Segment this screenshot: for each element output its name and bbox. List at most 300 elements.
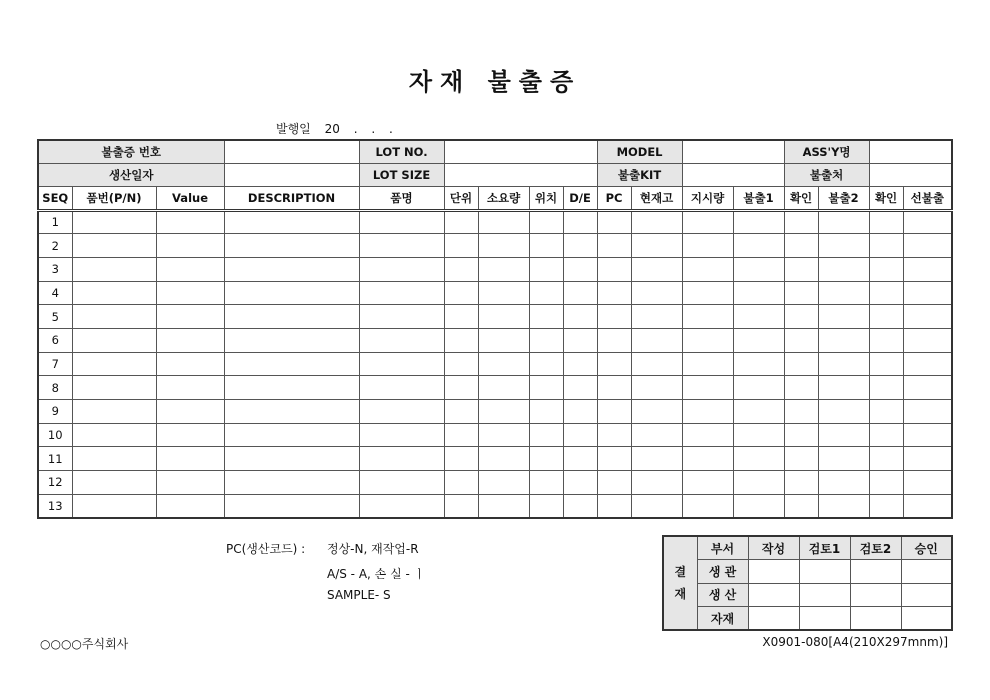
table-cell[interactable]	[869, 447, 903, 471]
table-cell[interactable]	[529, 281, 563, 305]
row-seq: 8	[38, 376, 72, 400]
table-cell[interactable]	[903, 376, 952, 400]
row-seq: 3	[38, 257, 72, 281]
table-cell[interactable]	[903, 281, 952, 305]
table-cell[interactable]	[72, 447, 156, 471]
table-cell[interactable]	[444, 305, 478, 329]
table-cell[interactable]	[444, 447, 478, 471]
table-cell[interactable]	[563, 234, 597, 258]
table-cell[interactable]	[224, 210, 359, 234]
table-cell[interactable]	[682, 281, 733, 305]
table-cell[interactable]	[529, 423, 563, 447]
table-cell[interactable]	[869, 494, 903, 518]
table-cell[interactable]	[597, 234, 631, 258]
table-row	[38, 352, 952, 376]
table-cell[interactable]	[478, 376, 529, 400]
table-cell[interactable]	[72, 376, 156, 400]
row-seq: 9	[38, 400, 72, 424]
table-cell[interactable]	[818, 257, 869, 281]
table-cell[interactable]	[563, 494, 597, 518]
signature-cell[interactable]	[799, 583, 850, 607]
table-cell[interactable]	[784, 471, 818, 495]
table-cell[interactable]	[478, 305, 529, 329]
table-cell[interactable]	[733, 257, 784, 281]
table-cell[interactable]	[903, 352, 952, 376]
issue-date-label: 발행일	[276, 122, 311, 136]
table-cell[interactable]	[156, 494, 224, 518]
table-cell[interactable]	[597, 423, 631, 447]
table-cell[interactable]	[869, 471, 903, 495]
table-cell[interactable]	[733, 210, 784, 234]
column-header: DESCRIPTION	[224, 186, 359, 210]
table-cell[interactable]	[224, 352, 359, 376]
table-cell[interactable]	[478, 423, 529, 447]
table-cell[interactable]	[733, 281, 784, 305]
table-cell[interactable]	[733, 234, 784, 258]
lot-size-value[interactable]	[444, 163, 597, 186]
table-cell[interactable]	[903, 257, 952, 281]
table-cell[interactable]	[869, 281, 903, 305]
row-seq: 5	[38, 305, 72, 329]
table-cell[interactable]	[784, 423, 818, 447]
table-cell[interactable]	[563, 400, 597, 424]
table-cell[interactable]	[359, 210, 444, 234]
table-cell[interactable]	[682, 328, 733, 352]
signature-cell[interactable]	[748, 583, 799, 607]
table-cell[interactable]	[597, 328, 631, 352]
table-cell[interactable]	[631, 423, 682, 447]
table-cell[interactable]	[529, 352, 563, 376]
table-cell[interactable]	[597, 376, 631, 400]
table-cell[interactable]	[359, 234, 444, 258]
table-cell[interactable]	[818, 305, 869, 329]
approval-header: 승인	[901, 536, 952, 560]
table-cell[interactable]	[359, 447, 444, 471]
table-cell[interactable]	[563, 423, 597, 447]
table-cell[interactable]	[818, 234, 869, 258]
table-cell[interactable]	[631, 281, 682, 305]
table-cell[interactable]	[784, 234, 818, 258]
pc-code-line: A/S - A, 손 실 - ㅣ	[327, 567, 426, 581]
table-cell[interactable]	[818, 423, 869, 447]
column-header: 품명	[359, 186, 444, 210]
table-cell[interactable]	[682, 400, 733, 424]
table-cell[interactable]	[597, 305, 631, 329]
table-cell[interactable]	[359, 400, 444, 424]
table-cell[interactable]	[478, 234, 529, 258]
table-cell[interactable]	[444, 352, 478, 376]
table-cell[interactable]	[682, 352, 733, 376]
table-row	[38, 281, 952, 305]
table-cell[interactable]	[224, 328, 359, 352]
table-row	[38, 376, 952, 400]
column-header: 현재고	[631, 186, 682, 210]
table-cell[interactable]	[818, 352, 869, 376]
issue-date-dot: .	[353, 122, 358, 136]
table-cell[interactable]	[224, 305, 359, 329]
table-cell[interactable]	[444, 257, 478, 281]
table-cell[interactable]	[869, 352, 903, 376]
signature-cell[interactable]	[901, 583, 952, 607]
table-cell[interactable]	[359, 423, 444, 447]
approval-side-char: 결	[674, 565, 687, 579]
table-cell[interactable]	[156, 281, 224, 305]
table-cell[interactable]	[818, 210, 869, 234]
table-cell[interactable]	[903, 494, 952, 518]
table-cell[interactable]	[903, 305, 952, 329]
table-cell[interactable]	[784, 257, 818, 281]
table-cell[interactable]	[818, 376, 869, 400]
pc-code-label: PC(생산코드) :	[226, 542, 306, 556]
table-cell[interactable]	[224, 423, 359, 447]
table-cell[interactable]	[784, 352, 818, 376]
table-cell[interactable]	[869, 400, 903, 424]
signature-cell[interactable]	[799, 607, 850, 631]
row-seq: 7	[38, 352, 72, 376]
table-cell[interactable]	[156, 352, 224, 376]
table-cell[interactable]	[156, 400, 224, 424]
approval-dept: 생 관	[697, 560, 748, 584]
signature-cell[interactable]	[850, 607, 901, 631]
assy-name-label: ASS'Y명	[784, 140, 869, 163]
table-cell[interactable]	[156, 234, 224, 258]
approval-row	[663, 607, 952, 631]
table-cell[interactable]	[784, 447, 818, 471]
table-cell[interactable]	[818, 471, 869, 495]
table-cell[interactable]	[784, 376, 818, 400]
signature-cell[interactable]	[901, 560, 952, 584]
approval-header: 작성	[748, 536, 799, 560]
table-cell[interactable]	[597, 447, 631, 471]
table-cell[interactable]	[478, 257, 529, 281]
row-seq: 10	[38, 423, 72, 447]
header-row-2	[38, 163, 952, 186]
table-cell[interactable]	[359, 257, 444, 281]
table-cell[interactable]	[733, 471, 784, 495]
table-row	[38, 423, 952, 447]
assy-name-value[interactable]	[869, 140, 952, 163]
table-cell[interactable]	[224, 376, 359, 400]
issue-date-dot: .	[389, 122, 393, 136]
table-cell[interactable]	[444, 423, 478, 447]
table-cell[interactable]	[903, 447, 952, 471]
table-cell[interactable]	[631, 447, 682, 471]
table-cell[interactable]	[156, 471, 224, 495]
table-cell[interactable]	[903, 471, 952, 495]
table-cell[interactable]	[563, 305, 597, 329]
table-cell[interactable]	[563, 471, 597, 495]
table-cell[interactable]	[72, 328, 156, 352]
document-title: 자재 불출증	[408, 68, 582, 96]
table-cell[interactable]	[818, 328, 869, 352]
table-cell[interactable]	[156, 376, 224, 400]
approval-header: 검토2	[850, 536, 901, 560]
table-cell[interactable]	[631, 305, 682, 329]
table-cell[interactable]	[903, 210, 952, 234]
table-cell[interactable]	[563, 328, 597, 352]
table-cell[interactable]	[818, 494, 869, 518]
table-cell[interactable]	[72, 234, 156, 258]
table-cell[interactable]	[478, 447, 529, 471]
column-header: Value	[156, 186, 224, 210]
table-cell[interactable]	[156, 210, 224, 234]
data-rows	[38, 210, 952, 518]
issue-date-dot: .	[371, 122, 376, 136]
issue-destination-label: 불출처	[784, 163, 869, 186]
table-cell[interactable]	[869, 234, 903, 258]
lot-size-label: LOT SIZE	[359, 163, 444, 186]
table-cell[interactable]	[478, 400, 529, 424]
table-cell[interactable]	[631, 234, 682, 258]
column-header: 선불출	[903, 186, 952, 210]
table-cell[interactable]	[869, 376, 903, 400]
table-cell[interactable]	[631, 400, 682, 424]
production-date-label: 생산일자	[38, 163, 224, 186]
signature-cell[interactable]	[901, 607, 952, 631]
issue-kit-label: 불출KIT	[597, 163, 682, 186]
table-cell[interactable]	[529, 494, 563, 518]
column-header: 단위	[444, 186, 478, 210]
table-cell[interactable]	[563, 210, 597, 234]
table-cell[interactable]	[529, 257, 563, 281]
table-cell[interactable]	[529, 376, 563, 400]
table-cell[interactable]	[784, 281, 818, 305]
column-header: 소요량	[478, 186, 529, 210]
table-cell[interactable]	[563, 447, 597, 471]
table-cell[interactable]	[597, 352, 631, 376]
table-cell[interactable]	[631, 376, 682, 400]
approval-row	[663, 583, 952, 607]
table-cell[interactable]	[682, 376, 733, 400]
table-cell[interactable]	[682, 423, 733, 447]
table-cell[interactable]	[784, 494, 818, 518]
table-cell[interactable]	[682, 447, 733, 471]
table-cell[interactable]	[869, 257, 903, 281]
table-cell[interactable]	[359, 352, 444, 376]
table-cell[interactable]	[682, 257, 733, 281]
table-cell[interactable]	[597, 281, 631, 305]
table-cell[interactable]	[224, 400, 359, 424]
column-header: 불출1	[733, 186, 784, 210]
table-cell[interactable]	[72, 305, 156, 329]
table-cell[interactable]	[444, 494, 478, 518]
production-date-value[interactable]	[224, 163, 359, 186]
table-cell[interactable]	[529, 328, 563, 352]
signature-cell[interactable]	[850, 560, 901, 584]
table-row	[38, 328, 952, 352]
table-cell[interactable]	[903, 423, 952, 447]
table-cell[interactable]	[869, 423, 903, 447]
table-cell[interactable]	[597, 400, 631, 424]
table-cell[interactable]	[818, 281, 869, 305]
pc-code-line: SAMPLE- S	[327, 588, 391, 602]
approval-dept: 생 산	[697, 583, 748, 607]
table-cell[interactable]	[359, 376, 444, 400]
approval-side-char: 재	[674, 587, 687, 601]
table-cell[interactable]	[903, 234, 952, 258]
row-seq: 6	[38, 328, 72, 352]
table-cell[interactable]	[224, 494, 359, 518]
signature-cell[interactable]	[850, 583, 901, 607]
signature-cell[interactable]	[748, 607, 799, 631]
table-cell[interactable]	[682, 234, 733, 258]
table-cell[interactable]	[784, 305, 818, 329]
table-cell[interactable]	[682, 305, 733, 329]
approval-side-label	[663, 536, 697, 630]
table-row	[38, 471, 952, 495]
table-cell[interactable]	[631, 494, 682, 518]
table-cell[interactable]	[156, 328, 224, 352]
company-name: ○○○○주식회사	[40, 637, 129, 651]
table-cell[interactable]	[72, 423, 156, 447]
table-row	[38, 234, 952, 258]
table-cell[interactable]	[733, 423, 784, 447]
table-cell[interactable]	[444, 281, 478, 305]
table-cell[interactable]	[478, 352, 529, 376]
table-cell[interactable]	[359, 328, 444, 352]
row-seq: 2	[38, 234, 72, 258]
table-row	[38, 257, 952, 281]
table-cell[interactable]	[631, 210, 682, 234]
table-cell[interactable]	[733, 328, 784, 352]
table-row	[38, 447, 952, 471]
table-cell[interactable]	[478, 471, 529, 495]
table-cell[interactable]	[818, 400, 869, 424]
model-label: MODEL	[597, 140, 682, 163]
table-cell[interactable]	[359, 471, 444, 495]
column-header: 확인	[869, 186, 903, 210]
table-cell[interactable]	[563, 352, 597, 376]
table-cell[interactable]	[733, 400, 784, 424]
table-cell[interactable]	[72, 471, 156, 495]
table-cell[interactable]	[478, 328, 529, 352]
table-cell[interactable]	[597, 257, 631, 281]
table-cell[interactable]	[597, 471, 631, 495]
table-cell[interactable]	[72, 352, 156, 376]
table-cell[interactable]	[529, 400, 563, 424]
table-cell[interactable]	[224, 257, 359, 281]
table-row	[38, 400, 952, 424]
signature-cell[interactable]	[748, 560, 799, 584]
row-seq: 1	[38, 210, 72, 234]
table-cell[interactable]	[733, 305, 784, 329]
table-cell[interactable]	[869, 305, 903, 329]
table-cell[interactable]	[682, 494, 733, 518]
table-cell[interactable]	[529, 210, 563, 234]
model-value[interactable]	[682, 140, 784, 163]
table-cell[interactable]	[478, 494, 529, 518]
table-cell[interactable]	[682, 471, 733, 495]
table-cell[interactable]	[903, 400, 952, 424]
issue-date	[276, 120, 403, 137]
table-cell[interactable]	[631, 471, 682, 495]
table-cell[interactable]	[869, 210, 903, 234]
issue-destination-value[interactable]	[869, 163, 952, 186]
table-cell[interactable]	[631, 257, 682, 281]
table-cell[interactable]	[784, 400, 818, 424]
table-cell[interactable]	[359, 281, 444, 305]
table-cell[interactable]	[444, 400, 478, 424]
table-cell[interactable]	[224, 234, 359, 258]
table-cell[interactable]	[784, 210, 818, 234]
table-cell[interactable]	[359, 494, 444, 518]
table-cell[interactable]	[444, 210, 478, 234]
lot-no-value[interactable]	[444, 140, 597, 163]
table-cell[interactable]	[72, 400, 156, 424]
table-cell[interactable]	[529, 234, 563, 258]
table-cell[interactable]	[818, 447, 869, 471]
table-cell[interactable]	[444, 234, 478, 258]
column-header: 불출2	[818, 186, 869, 210]
table-cell[interactable]	[72, 281, 156, 305]
slip-number-label: 불출증 번호	[38, 140, 224, 163]
table-cell[interactable]	[156, 305, 224, 329]
issue-kit-value[interactable]	[682, 163, 784, 186]
row-seq: 4	[38, 281, 72, 305]
table-cell[interactable]	[733, 352, 784, 376]
table-cell[interactable]	[529, 305, 563, 329]
table-cell[interactable]	[631, 328, 682, 352]
table-cell[interactable]	[72, 257, 156, 281]
table-cell[interactable]	[72, 494, 156, 518]
table-cell[interactable]	[529, 471, 563, 495]
table-cell[interactable]	[733, 494, 784, 518]
approval-row	[663, 560, 952, 584]
table-cell[interactable]	[597, 494, 631, 518]
issue-slip-table	[37, 139, 953, 519]
slip-number-value[interactable]	[224, 140, 359, 163]
table-row	[38, 305, 952, 329]
table-cell[interactable]	[563, 376, 597, 400]
column-header: 위치	[529, 186, 563, 210]
table-cell[interactable]	[733, 447, 784, 471]
column-header: PC	[597, 186, 631, 210]
table-cell[interactable]	[478, 281, 529, 305]
table-cell[interactable]	[631, 352, 682, 376]
table-cell[interactable]	[682, 210, 733, 234]
table-cell[interactable]	[733, 376, 784, 400]
row-seq: 11	[38, 447, 72, 471]
table-cell[interactable]	[72, 210, 156, 234]
pc-code-line: 정상-N, 재작업-R	[327, 542, 419, 556]
table-cell[interactable]	[224, 447, 359, 471]
column-header-row	[38, 186, 952, 210]
table-cell[interactable]	[444, 471, 478, 495]
table-cell[interactable]	[903, 328, 952, 352]
table-cell[interactable]	[563, 281, 597, 305]
table-cell[interactable]	[784, 328, 818, 352]
table-cell[interactable]	[444, 328, 478, 352]
table-cell[interactable]	[869, 328, 903, 352]
table-cell[interactable]	[444, 376, 478, 400]
table-cell[interactable]	[359, 305, 444, 329]
column-header: 품번(P/N)	[72, 186, 156, 210]
table-cell[interactable]	[563, 257, 597, 281]
approval-header-row	[663, 536, 952, 560]
table-cell[interactable]	[597, 210, 631, 234]
header-row-1	[38, 140, 952, 163]
table-cell[interactable]	[224, 281, 359, 305]
table-cell[interactable]	[478, 210, 529, 234]
table-cell[interactable]	[529, 447, 563, 471]
table-cell[interactable]	[156, 423, 224, 447]
table-cell[interactable]	[156, 257, 224, 281]
signature-cell[interactable]	[799, 560, 850, 584]
form-code: X0901-080[A4(210X297mnm)]	[762, 635, 948, 649]
approval-table	[662, 535, 953, 631]
table-cell[interactable]	[224, 471, 359, 495]
table-cell[interactable]	[156, 447, 224, 471]
